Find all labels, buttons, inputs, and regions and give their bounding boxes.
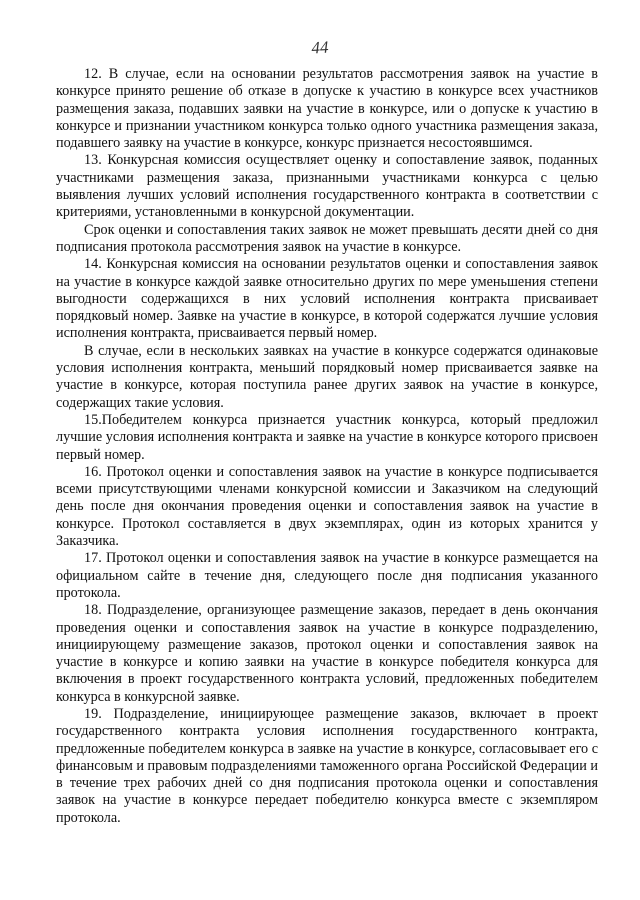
paragraph-15: 15.Победителем конкурса признается участник конкурса, который предложил лучшие условия исполнения контракта и заявке на участие в конкурсе которого присвоен первый номер. bbox=[56, 411, 598, 463]
paragraph-16: 16. Протокол оценки и сопоставления заявок на участие в конкурсе подписывается всеми присутствующими членами конкурсной комиссии и Заказчиком на следующий день после дня окончания проведения оценки и сопоставления заявок на участие в конкурсе. Протокол составляется в двух экземплярах, один из которых хранится у Заказчика. bbox=[56, 463, 598, 550]
paragraph-14: 14. Конкурсная комиссия на основании результатов оценки и сопоставления заявок на участие в конкурсе каждой заявке относительно других по мере уменьшения степени выгодности содержащихся в них условий исполнения контракта присваивает порядковый номер. Заявке на участие в конкурсе, в которой содержатся лучшие условия исполнения контракта, присваивается первый номер. bbox=[56, 256, 598, 342]
page-number: 44 bbox=[310, 37, 329, 58]
paragraph-12: 12. В случае, если на основании результатов рассмотрения заявок на участие в конкурсе принято решение об отказе в допуске к участию в конкурсе всех участников размещения заказа, подавших заявки на участие в конкурсе, или о допуске к участию в конкурсе и признании участником конкурса только одного участника размещения заказа, подавшего заявку на участие в конкурсе, конкурс признается несостоявшимся. bbox=[56, 66, 598, 152]
paragraph-19: 19. Подразделение, инициирующее размещение заказов, включает в проект государственного контракта условия исполнения государственного контракта, предложенные победителем конкурса в заявке на участие в конкурсе, согласовывает его с финансовым и правовым подразделениями таможенного органа Российской Федерации и в течение трех рабочих дней со дня подписания протокола оценки и сопоставления заявок на участие в конкурсе передает победителю конкурса вместе с экземпляром протокола. bbox=[56, 705, 598, 826]
paragraph-13: 13. Конкурсная комиссия осуществляет оценку и сопоставление заявок, поданных участниками размещения заказа, признанными участниками конкурса с целью выявления лучших условий исполнения государственного контракта в соответствии с критериями, установленными в конкурсной документации. bbox=[56, 152, 598, 221]
paragraph-13-term: Срок оценки и сопоставления таких заявок не может превышать десяти дней со дня подписания протокола рассмотрения заявок на участие в конкурсе. bbox=[56, 221, 598, 255]
paragraph-14-equal-conditions: В случае, если в нескольких заявках на участие в конкурсе содержатся одинаковые условия исполнения контракта, меньший порядковый номер присваивается заявке на участие в конкурсе, которая поступила ранее других заявок на участие в конкурсе, содержащих такие условия. bbox=[56, 342, 598, 411]
paragraph-17: 17. Протокол оценки и сопоставления заявок на участие в конкурсе размещается на официальном сайте в течение дня, следующего после дня подписания указанного протокола. bbox=[56, 550, 598, 601]
paragraph-18: 18. Подразделение, организующее размещение заказов, передает в день окончания проведения оценки и сопоставления заявок на участие в конкурсе подразделению, инициирующему размещение заказов, протокол оценки и сопоставления заявок на участие в конкурсе и копию заявки на участие в конкурсе победителя конкурса для включения в проект государственного контракта условий, предложенных победителем конкурса в конкурсной заявке. bbox=[56, 602, 598, 705]
document-body bbox=[56, 66, 598, 827]
